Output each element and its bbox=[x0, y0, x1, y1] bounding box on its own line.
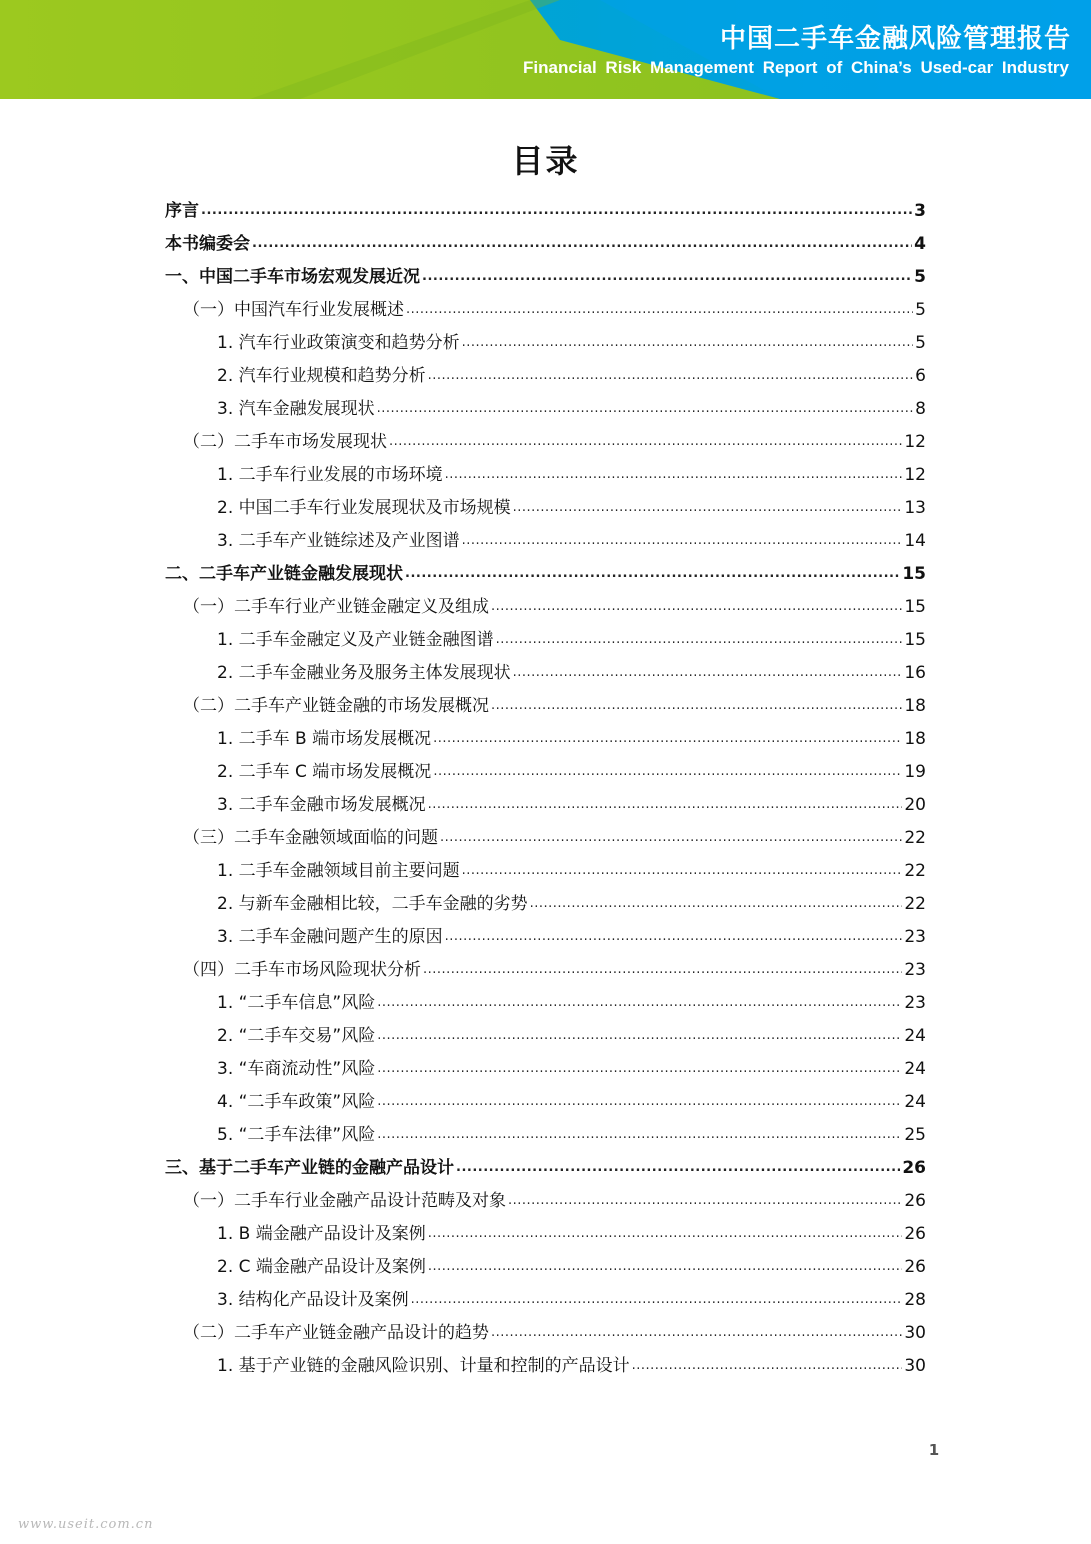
toc-entry-page: 22 bbox=[904, 894, 926, 914]
dot-leader bbox=[405, 563, 900, 585]
toc-entry-label: 2. “二手车交易”风险 bbox=[217, 1026, 376, 1046]
toc-entry[interactable] bbox=[165, 986, 926, 1019]
dot-leader bbox=[462, 332, 914, 354]
toc-entry[interactable] bbox=[165, 194, 926, 227]
toc-entry[interactable] bbox=[165, 425, 926, 458]
toc-entry-page: 8 bbox=[915, 399, 926, 419]
toc-entry[interactable] bbox=[165, 656, 926, 689]
dot-leader bbox=[462, 860, 903, 882]
toc-entry-page: 3 bbox=[914, 201, 926, 221]
report-title-en: Financial Risk Management Report of China’s Used-car Industry bbox=[523, 58, 1069, 77]
toc-entry-label: 1. B 端金融产品设计及案例 bbox=[217, 1224, 426, 1244]
toc-entry-label: 3. “车商流动性”风险 bbox=[217, 1059, 376, 1079]
toc-entry-label: 1. “二手车信息”风险 bbox=[217, 993, 376, 1013]
dot-leader bbox=[389, 431, 902, 453]
report-title-cn: 中国二手车金融风险管理报告 bbox=[719, 24, 1071, 54]
toc-entry[interactable] bbox=[165, 854, 926, 887]
toc-entry-label: 三、基于二手车产业链的金融产品设计 bbox=[165, 1158, 454, 1178]
dot-leader bbox=[411, 1289, 903, 1311]
toc-entry-label: 3. 二手车金融问题产生的原因 bbox=[217, 927, 443, 947]
toc-entry-page: 26 bbox=[904, 1191, 926, 1211]
toc-entry-page: 20 bbox=[904, 795, 926, 815]
toc-entry-label: 2. 二手车 C 端市场发展概况 bbox=[217, 762, 432, 782]
dot-leader bbox=[201, 200, 912, 222]
toc-entry-page: 12 bbox=[904, 465, 926, 485]
toc-entry-label: （二）二手车市场发展现状 bbox=[183, 432, 387, 452]
toc-entry-label: 本书编委会 bbox=[165, 234, 250, 254]
dot-leader bbox=[377, 398, 914, 420]
header-banner bbox=[0, 0, 1091, 99]
toc-entry[interactable] bbox=[165, 227, 926, 260]
dot-leader bbox=[377, 992, 902, 1014]
toc-entry[interactable] bbox=[165, 1085, 926, 1118]
toc-entry-page: 23 bbox=[904, 993, 926, 1013]
dot-leader bbox=[428, 1223, 903, 1245]
dot-leader bbox=[422, 266, 912, 288]
toc-entry-label: 2. 汽车行业规模和趋势分析 bbox=[217, 366, 426, 386]
dot-leader bbox=[377, 1091, 902, 1113]
dot-leader bbox=[433, 728, 902, 750]
toc-entry-label: （一）二手车行业产业链金融定义及组成 bbox=[183, 597, 489, 617]
toc-entry[interactable] bbox=[165, 260, 926, 293]
toc-entry-page: 23 bbox=[904, 927, 926, 947]
toc-entry-label: （二）二手车产业链金融产品设计的趋势 bbox=[183, 1323, 489, 1343]
toc-entry-page: 30 bbox=[904, 1323, 926, 1343]
toc-entry-label: 3. 二手车产业链综述及产业图谱 bbox=[217, 531, 460, 551]
toc-entry[interactable] bbox=[165, 1217, 926, 1250]
toc-entry[interactable] bbox=[165, 920, 926, 953]
toc-entry-label: 1. 二手车 B 端市场发展概况 bbox=[217, 729, 432, 749]
dot-leader bbox=[377, 1025, 902, 1047]
toc-entry-page: 26 bbox=[904, 1257, 926, 1277]
dot-leader bbox=[428, 1256, 902, 1278]
toc-entry-page: 16 bbox=[904, 663, 926, 683]
dot-leader bbox=[513, 497, 903, 519]
toc-entry[interactable] bbox=[165, 326, 926, 359]
toc-entry-page: 25 bbox=[904, 1125, 926, 1145]
toc-entry[interactable] bbox=[165, 293, 926, 326]
dot-leader bbox=[508, 1190, 902, 1212]
toc-entry[interactable] bbox=[165, 755, 926, 788]
toc-entry-label: （三）二手车金融领域面临的问题 bbox=[183, 828, 438, 848]
toc-entry-label: 1. 基于产业链的金融风险识别、计量和控制的产品设计 bbox=[217, 1356, 630, 1376]
table-of-contents bbox=[165, 194, 926, 1382]
toc-entry-label: 1. 二手车金融领域目前主要问题 bbox=[217, 861, 460, 881]
toc-entry[interactable] bbox=[165, 953, 926, 986]
toc-entry-label: 4. “二手车政策”风险 bbox=[217, 1092, 376, 1112]
dot-leader bbox=[456, 1157, 900, 1179]
dot-leader bbox=[462, 530, 903, 552]
toc-entry-page: 15 bbox=[902, 564, 926, 584]
toc-entry-label: 3. 二手车金融市场发展概况 bbox=[217, 795, 426, 815]
dot-leader bbox=[423, 959, 902, 981]
toc-entry[interactable] bbox=[165, 1118, 926, 1151]
toc-entry[interactable] bbox=[165, 821, 926, 854]
toc-entry-page: 12 bbox=[904, 432, 926, 452]
toc-heading: 目录 bbox=[511, 142, 580, 180]
toc-entry-label: 2. C 端金融产品设计及案例 bbox=[217, 1257, 426, 1277]
toc-entry-page: 26 bbox=[904, 1224, 926, 1244]
toc-entry-page: 22 bbox=[904, 828, 926, 848]
toc-entry[interactable] bbox=[165, 689, 926, 722]
toc-entry-label: 2. 与新车金融相比较，二手车金融的劣势 bbox=[217, 894, 528, 914]
toc-entry[interactable] bbox=[165, 1184, 926, 1217]
toc-entry-label: 2. 二手车金融业务及服务主体发展现状 bbox=[217, 663, 511, 683]
dot-leader bbox=[377, 1058, 902, 1080]
toc-entry[interactable] bbox=[165, 1283, 926, 1316]
dot-leader bbox=[513, 662, 903, 684]
dot-leader bbox=[491, 596, 902, 618]
toc-entry[interactable] bbox=[165, 491, 926, 524]
toc-entry-page: 13 bbox=[904, 498, 926, 518]
toc-entry-page: 6 bbox=[915, 366, 926, 386]
toc-entry-label: 序言 bbox=[165, 201, 199, 221]
toc-entry[interactable] bbox=[165, 1250, 926, 1283]
dot-leader bbox=[377, 1124, 902, 1146]
toc-entry-label: 3. 汽车金融发展现状 bbox=[217, 399, 375, 419]
toc-entry-page: 24 bbox=[904, 1092, 926, 1112]
dot-leader bbox=[491, 1322, 902, 1344]
toc-entry[interactable] bbox=[165, 722, 926, 755]
toc-entry-page: 26 bbox=[902, 1158, 926, 1178]
toc-entry[interactable] bbox=[165, 458, 926, 491]
toc-entry-page: 24 bbox=[904, 1026, 926, 1046]
dot-leader bbox=[632, 1355, 903, 1377]
toc-entry[interactable] bbox=[165, 887, 926, 920]
toc-entry[interactable] bbox=[165, 1349, 926, 1382]
toc-entry-label: 1. 二手车行业发展的市场环境 bbox=[217, 465, 443, 485]
toc-entry-label: 5. “二手车法律”风险 bbox=[217, 1125, 376, 1145]
toc-entry-page: 24 bbox=[904, 1059, 926, 1079]
toc-entry-label: 3. 结构化产品设计及案例 bbox=[217, 1290, 409, 1310]
dot-leader bbox=[406, 299, 913, 321]
dot-leader bbox=[433, 761, 902, 783]
toc-entry-page: 5 bbox=[915, 300, 926, 320]
toc-entry[interactable] bbox=[165, 557, 926, 590]
toc-entry-label: （一）中国汽车行业发展概述 bbox=[183, 300, 404, 320]
toc-entry-label: 2. 中国二手车行业发展现状及市场规模 bbox=[217, 498, 511, 518]
toc-entry[interactable] bbox=[165, 359, 926, 392]
page-number: 1 bbox=[928, 1441, 940, 1459]
toc-entry[interactable] bbox=[165, 1019, 926, 1052]
toc-entry-page: 5 bbox=[915, 333, 926, 353]
dot-leader bbox=[530, 893, 903, 915]
toc-entry[interactable] bbox=[165, 623, 926, 656]
dot-leader bbox=[440, 827, 902, 849]
toc-entry-label: （二）二手车产业链金融的市场发展概况 bbox=[183, 696, 489, 716]
toc-entry[interactable] bbox=[165, 524, 926, 557]
dot-leader bbox=[445, 464, 903, 486]
toc-entry-label: 1. 二手车金融定义及产业链金融图谱 bbox=[217, 630, 494, 650]
toc-entry[interactable] bbox=[165, 1151, 926, 1184]
dot-leader bbox=[252, 233, 912, 255]
toc-entry[interactable] bbox=[165, 590, 926, 623]
toc-entry[interactable] bbox=[165, 788, 926, 821]
dot-leader bbox=[491, 695, 902, 717]
toc-entry-page: 5 bbox=[914, 267, 926, 287]
toc-entry-page: 14 bbox=[904, 531, 926, 551]
toc-entry-page: 4 bbox=[914, 234, 926, 254]
toc-entry-page: 18 bbox=[904, 729, 926, 749]
dot-leader bbox=[428, 794, 903, 816]
dot-leader bbox=[496, 629, 903, 651]
toc-entry[interactable] bbox=[165, 1052, 926, 1085]
dot-leader bbox=[428, 365, 914, 387]
toc-entry-page: 15 bbox=[904, 630, 926, 650]
toc-entry-page: 30 bbox=[904, 1356, 926, 1376]
toc-entry-label: 1. 汽车行业政策演变和趋势分析 bbox=[217, 333, 460, 353]
toc-entry[interactable] bbox=[165, 392, 926, 425]
toc-entry-page: 22 bbox=[904, 861, 926, 881]
toc-entry-page: 19 bbox=[904, 762, 926, 782]
toc-entry-label: （一）二手车行业金融产品设计范畴及对象 bbox=[183, 1191, 506, 1211]
watermark: www.useit.com.cn bbox=[18, 1517, 154, 1532]
toc-entry-label: 二、二手车产业链金融发展现状 bbox=[165, 564, 403, 584]
toc-entry-page: 23 bbox=[904, 960, 926, 980]
toc-entry-label: （四）二手车市场风险现状分析 bbox=[183, 960, 421, 980]
dot-leader bbox=[445, 926, 903, 948]
toc-entry-page: 18 bbox=[904, 696, 926, 716]
toc-entry[interactable] bbox=[165, 1316, 926, 1349]
toc-entry-page: 28 bbox=[904, 1290, 926, 1310]
toc-entry-page: 15 bbox=[904, 597, 926, 617]
toc-entry-label: 一、中国二手车市场宏观发展近况 bbox=[165, 267, 420, 287]
